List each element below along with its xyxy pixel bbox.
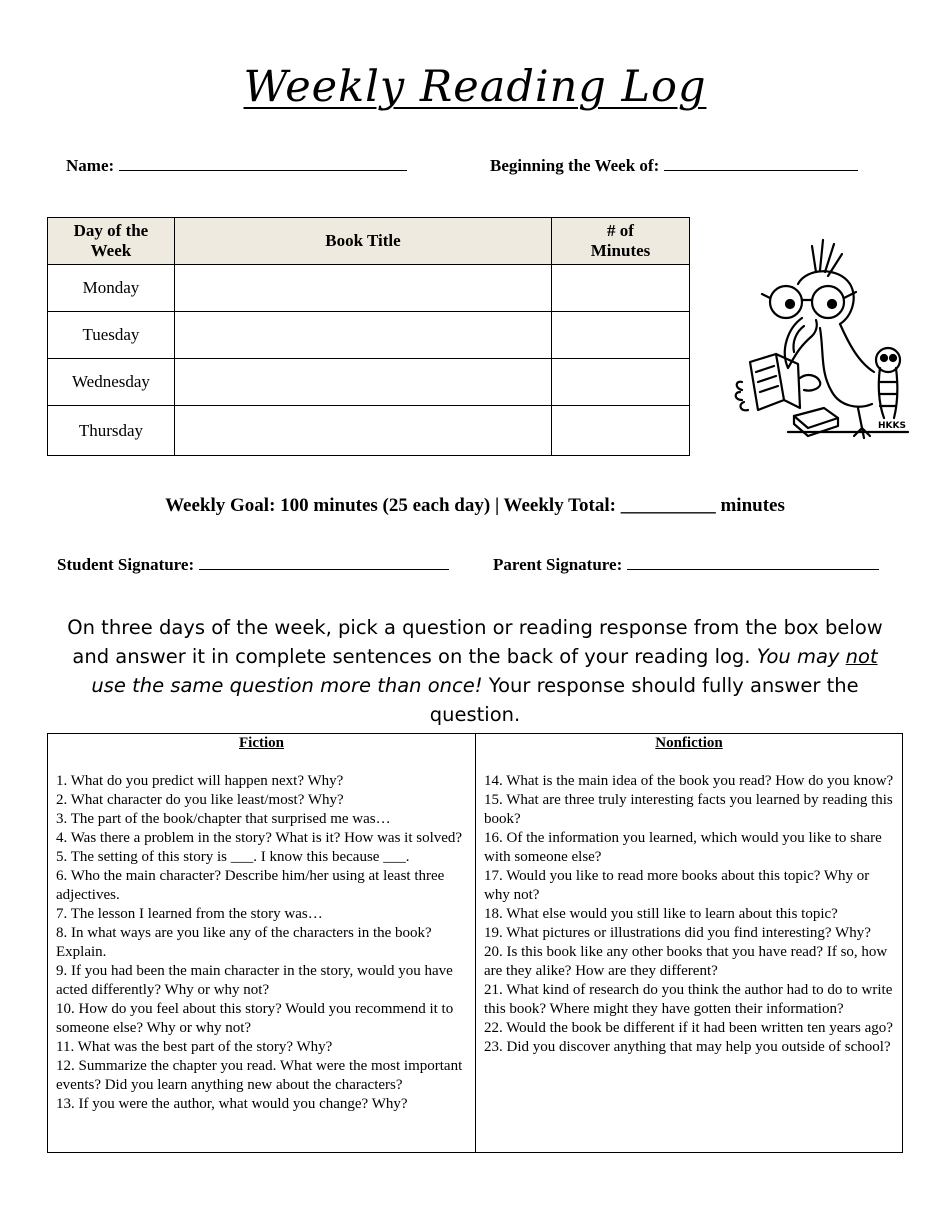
day-cell: Monday (48, 265, 175, 312)
instructions-part1: On three days of the week, pick a question or reading response from the box below and answer it in complete sentences on the back of your reading log. (67, 616, 883, 668)
list-item: 23. Did you discover anything that may help you outside of school? (484, 1039, 891, 1055)
name-blank[interactable] (119, 155, 407, 171)
book-title-cell[interactable] (174, 265, 551, 312)
student-signature-label: Student Signature: (57, 555, 195, 574)
list-item: 5. The setting of this story is ___. I know this because ___. (56, 849, 410, 865)
list-item: 8. In what ways are you like any of the characters in the book? Explain. (56, 925, 432, 960)
name-label: Name: (66, 156, 115, 175)
list-item: 13. If you were the author, what would you change? Why? (56, 1096, 408, 1112)
list-item: 9. If you had been the main character in the story, would you have acted differently? Why or why not? (56, 963, 453, 998)
list-item: 16. Of the information you learned, which would you like to share with someone else? (484, 830, 882, 865)
list-item: 17. Would you like to read more books about this topic? Why or why not? (484, 868, 870, 903)
instructions (55, 613, 895, 729)
parent-signature-field[interactable] (493, 554, 879, 575)
week-blank[interactable] (664, 155, 858, 171)
list-item: 11. What was the best part of the story? Why? (56, 1039, 333, 1055)
minutes-cell[interactable] (552, 265, 690, 312)
table-row (48, 265, 690, 312)
minutes-cell[interactable] (552, 359, 690, 406)
parent-signature-blank[interactable] (627, 554, 879, 570)
header-book-title: Book Title (174, 218, 551, 265)
list-item: 4. Was there a problem in the story? What is it? How was it solved? (56, 830, 463, 846)
list-item: 3. The part of the book/chapter that surprised me was… (56, 811, 391, 827)
header-minutes: # of Minutes (552, 218, 690, 265)
student-signature-blank[interactable] (199, 554, 449, 570)
nonfiction-column (476, 734, 902, 1152)
reading-bird-illustration (728, 232, 923, 442)
day-cell: Wednesday (48, 359, 175, 406)
list-item: 2. What character do you like least/most? Why? (56, 792, 344, 808)
list-item: 12. Summarize the chapter you read. What were the most important events? Did you learn anything new about the characters? (56, 1058, 463, 1093)
list-item: 14. What is the main idea of the book you read? How do you know? (484, 773, 894, 789)
day-cell: Thursday (48, 406, 175, 456)
name-field[interactable] (66, 155, 407, 176)
list-item: 15. What are three truly interesting facts you learned by reading this book? (484, 792, 893, 827)
fiction-heading: Fiction (239, 735, 284, 751)
book-title-cell[interactable] (174, 406, 551, 456)
table-row (48, 359, 690, 406)
reading-log-table (47, 217, 690, 456)
instructions-part2-a: You may (756, 645, 846, 668)
table-header-row (48, 218, 690, 265)
list-item: 1. What do you predict will happen next? Why? (56, 773, 344, 789)
day-cell: Tuesday (48, 312, 175, 359)
list-item: 21. What kind of research do you think the author had to do to write this book? Where might they have gotten their information? (484, 982, 893, 1017)
week-field[interactable] (490, 155, 858, 176)
list-item: 22. Would the book be different if it had been written ten years ago? (484, 1020, 893, 1036)
table-row (48, 312, 690, 359)
list-item: 20. Is this book like any other books that you have read? If so, how are they alike? How are they different? (484, 944, 888, 979)
book-title-cell[interactable] (174, 312, 551, 359)
week-label: Beginning the Week of: (490, 156, 660, 175)
question-box (47, 733, 903, 1153)
weekly-goal-line: Weekly Goal: 100 minutes (25 each day) | Weekly Total: __________ minutes (165, 495, 785, 516)
nonfiction-heading: Nonfiction (655, 735, 723, 751)
list-item: 18. What else would you still like to learn about this topic? (484, 906, 838, 922)
list-item: 7. The lesson I learned from the story was… (56, 906, 323, 922)
student-signature-field[interactable] (57, 554, 449, 575)
page-title-text: Weekly Reading Log (243, 62, 707, 112)
list-item: 10. How do you feel about this story? Would you recommend it to someone else? Why or why not? (56, 1001, 454, 1036)
minutes-cell[interactable] (552, 312, 690, 359)
header-day: Day of the Week (48, 218, 175, 265)
table-row (48, 406, 690, 456)
instructions-not: not (845, 645, 878, 668)
list-item: 6. Who the main character? Describe him/her using at least three adjectives. (56, 868, 445, 903)
book-title-cell[interactable] (174, 359, 551, 406)
illustrator-signature: HKKS (878, 421, 906, 431)
instructions-part3: Your response should fully answer the question. (429, 674, 859, 726)
fiction-column (48, 734, 476, 1152)
page-title (0, 62, 950, 112)
instructions-part2-b: use the same question more than once! (91, 674, 483, 697)
list-item: 19. What pictures or illustrations did you find interesting? Why? (484, 925, 871, 941)
minutes-cell[interactable] (552, 406, 690, 456)
parent-signature-label: Parent Signature: (493, 555, 623, 574)
